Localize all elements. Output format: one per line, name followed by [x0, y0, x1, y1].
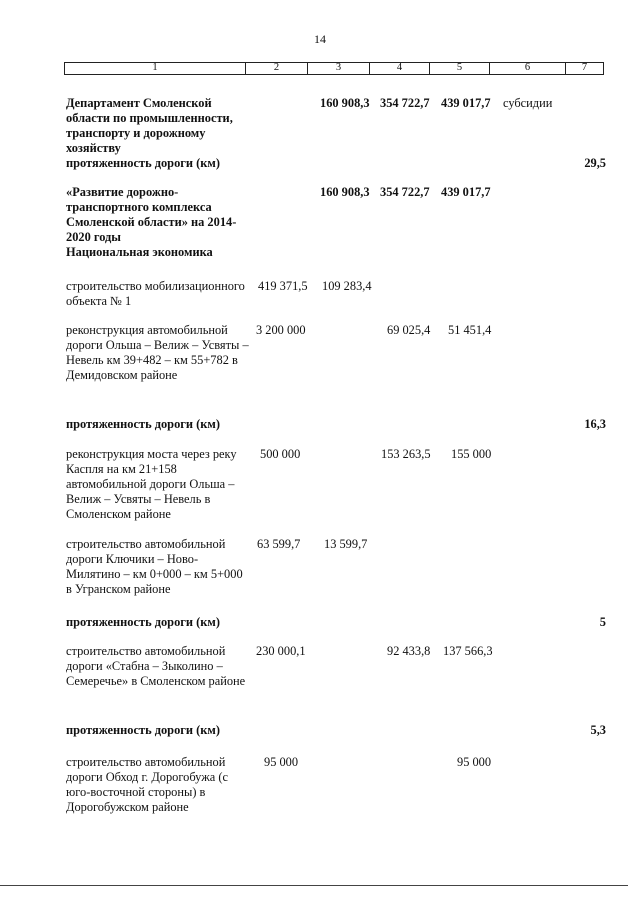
footer-rule — [0, 885, 628, 886]
object-3-col2: 500 000 — [260, 447, 301, 461]
object-5-name: строительство автомобильной дороги «Стабна – Зыколино – Семеречье» в Смоленском районе — [66, 644, 246, 688]
program-col3: 160 908,3 — [320, 185, 370, 199]
table-header — [64, 62, 604, 75]
object-5-col4: 92 433,8 — [387, 644, 431, 658]
dept-name: Департамент Смоленской области по промышленности, транспорту и дорожному хозяйству — [66, 96, 233, 155]
length-label-3: протяженность дороги (км) — [66, 615, 220, 629]
object-4-col3: 13 599,7 — [324, 537, 368, 551]
object-3-col5: 155 000 — [451, 447, 492, 461]
dept-col6: субсидии — [503, 96, 553, 110]
header-col-4: 4 — [369, 63, 429, 74]
header-col-3: 3 — [307, 63, 369, 74]
object-2-col2: 3 200 000 — [256, 323, 306, 337]
object-2-name: реконструкция автомобильной дороги Ольша – Велиж – Усвяты – Невель км 39+482 – км 55+782 в Демидовском районе — [66, 323, 249, 382]
object-4-col2: 63 599,7 — [257, 537, 301, 551]
length-value-3: 5 — [599, 615, 606, 629]
object-5-col2: 230 000,1 — [256, 644, 306, 658]
length-label-1: протяженность дороги (км) — [66, 156, 220, 170]
dept-col5: 439 017,7 — [441, 96, 491, 110]
object-2-col4: 69 025,4 — [387, 323, 431, 337]
header-col-5: 5 — [429, 63, 489, 74]
object-1-col3: 109 283,4 — [322, 279, 372, 293]
object-4-name: строительство автомобильной дороги Ключики – Ново-Милятино – км 0+000 – км 5+000 в Угранском районе — [66, 537, 243, 596]
program-col4: 354 722,7 — [380, 185, 430, 199]
program-sub: Национальная экономика — [66, 245, 213, 259]
object-1-col2: 419 371,5 — [258, 279, 308, 293]
object-1-name: строительство мобилизационного объекта № 1 — [66, 279, 245, 308]
dept-col3: 160 908,3 — [320, 96, 370, 110]
object-6-col5: 95 000 — [457, 755, 492, 769]
header-col-7: 7 — [565, 63, 603, 74]
program-col5: 439 017,7 — [441, 185, 491, 199]
object-3-col4: 153 263,5 — [381, 447, 431, 461]
dept-col4: 354 722,7 — [380, 96, 430, 110]
object-5-col5: 137 566,3 — [443, 644, 493, 658]
length-label-2: протяженность дороги (км) — [66, 417, 220, 431]
header-col-2: 2 — [245, 63, 307, 74]
object-6-name: строительство автомобильной дороги Обход г. Дорогобужа (с юго-восточной стороны) в Дорогобужском районе — [66, 755, 228, 814]
object-2-col5: 51 451,4 — [448, 323, 492, 337]
length-label-4: протяженность дороги (км) — [66, 723, 220, 737]
length-value-1: 29,5 — [584, 156, 606, 170]
header-col-1: 1 — [152, 62, 158, 73]
program-name: «Развитие дорожно-транспортного комплекса Смоленской области» на 2014-2020 годы — [66, 185, 237, 244]
header-col-6: 6 — [489, 63, 565, 74]
page-number: 14 — [314, 32, 326, 46]
object-3-name: реконструкция моста через реку Каспля на км 21+158 автомобильной дороги Ольша – Велиж – Усвяты – Невель в Смоленском районе — [66, 447, 237, 521]
length-value-2: 16,3 — [584, 417, 606, 431]
object-6-col2: 95 000 — [264, 755, 299, 769]
length-value-4: 5,3 — [590, 723, 606, 737]
